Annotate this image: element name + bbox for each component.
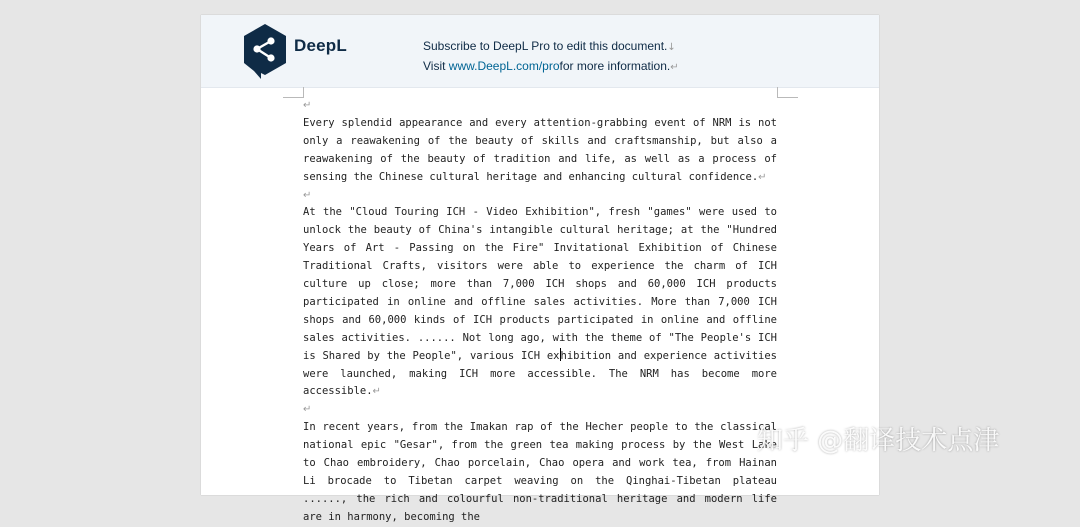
empty-paragraph — [303, 97, 777, 115]
subscribe-notice — [423, 37, 679, 77]
notice-line-2-suffix: for more information. — [559, 59, 671, 73]
deepl-pro-link[interactable]: www.DeepL.com/pro — [448, 59, 560, 73]
notice-line-2 — [423, 57, 679, 77]
paragraph-2-text-a: At the "Cloud Touring ICH - Video Exhibition", fresh "games" were used to unlock the beauty of China's intangible cultural heritage; at the "Hundred Years of Art - Passing on the Fire" Invitational Exhibition of Chinese Traditional Crafts, visitors were able to experience the charm of ICH culture up close; more than 7,000 ICH shops and 60,000 ICH products participated in online and offline sales activities. More than 7,000 ICH shops and 60,000 kinds of ICH products participated in online and offline sales activities. ...... Not long ago, with the theme of "The People's ICH is Shared by the People", various ICH ex — [303, 206, 777, 362]
paragraph-1[interactable] — [303, 115, 777, 187]
margin-corner-right — [777, 87, 798, 98]
paragraph-1-text: Every splendid appearance and every attention-grabbing event of NRM is not only a reawakening of the beauty of skills and craftsmanship, but also a reawakening of the beauty of tradition and life, as well as a process of sensing the Chinese cultural heritage and enhancing cultural confidence. — [303, 116, 777, 183]
paragraph-mark: ↵ — [303, 189, 312, 201]
paragraph-mark: ↵ — [303, 404, 312, 416]
deepl-banner — [201, 15, 879, 88]
notice-line-1 — [423, 37, 679, 57]
line-break-mark: ↓ — [667, 42, 676, 53]
empty-paragraph — [303, 401, 777, 419]
deepl-logo-icon — [242, 23, 288, 79]
empty-paragraph — [303, 187, 777, 205]
notice-line-1-text: Subscribe to DeepL Pro to edit this document. — [423, 39, 668, 53]
paragraph-2-text-b: hibition and experience activities were launched, making ICH more accessible. The NRM has become more accessible. — [303, 349, 777, 398]
paragraph-2[interactable] — [303, 204, 777, 401]
paragraph-mark: ↵ — [303, 100, 312, 111]
paragraph-mark: ↵ — [372, 386, 381, 398]
margin-corner-left — [283, 87, 304, 98]
paragraph-3-text: In recent years, from the Imakan rap of the Hecher people to the classical national epic "Gesar", from the green tea making process by the West Lake to Chao embroidery, Chao porcelain, Chao opera and work tea, from Hainan Li brocade to Tibetan carpet weaving on the Qinghai-Tibetan plateau ......, the rich and colourful non-traditional heritage and modern life are in harmony, becoming the — [303, 421, 777, 523]
paragraph-3[interactable] — [303, 419, 777, 526]
document-body[interactable] — [303, 97, 777, 527]
notice-line-2-prefix: Visit — [423, 59, 449, 73]
paragraph-mark: ↵ — [758, 171, 767, 183]
paragraph-mark: ↵ — [670, 62, 679, 73]
deepl-logo-text: DeepL — [294, 36, 347, 55]
zhihu-watermark: 知乎 @翻译技术点津 — [757, 426, 1000, 456]
